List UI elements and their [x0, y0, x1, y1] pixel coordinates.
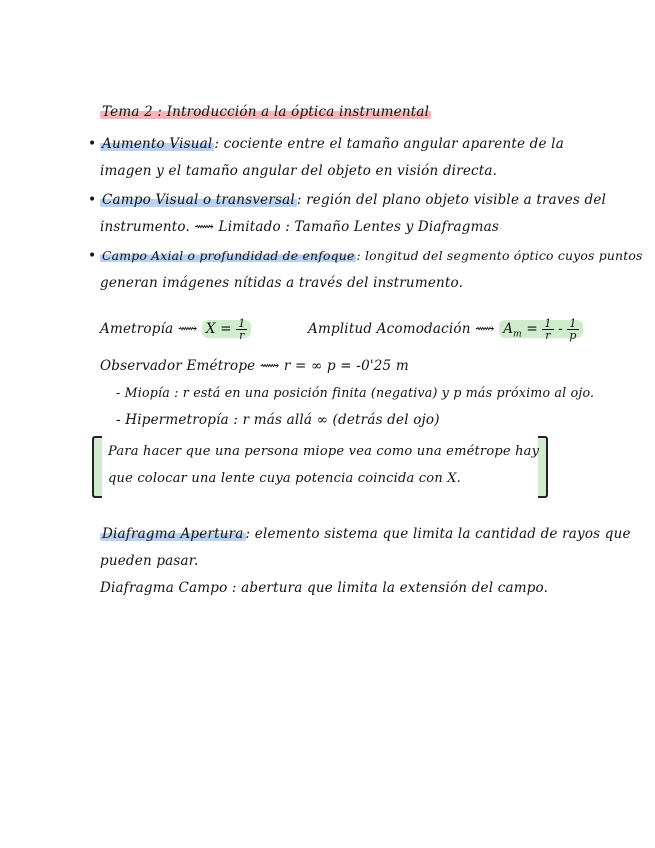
amplitud-subscript: m — [513, 329, 522, 340]
bullet-dot: • — [88, 136, 97, 152]
miopia-line: - Miopía : r está en una posición finita (negativa) y p más próximo al ojo. — [116, 385, 595, 400]
fraction-numerator: 1 — [567, 318, 578, 330]
amplitud-formula — [499, 317, 582, 342]
term-aumento-visual: Aumento Visual — [102, 136, 213, 152]
fraction-denominator: p — [569, 329, 577, 342]
amplitud-fraction-1 — [542, 318, 553, 341]
fraction-numerator: 1 — [544, 317, 552, 330]
bullet-2-line-1 — [100, 192, 606, 208]
bullet-1-text-1: : cociente entre el tamaño angular aparente de la — [214, 136, 564, 152]
ametropia-row — [100, 318, 251, 341]
right-bracket — [538, 436, 548, 498]
term-campo-axial: Campo Axial o profundidad de enfoque — [102, 248, 355, 263]
amplitud-fraction-2 — [567, 318, 578, 341]
amplitud-label: Amplitud Acomodación ⟿ — [308, 321, 495, 337]
hipermetropia-line: - Hipermetropía : r más allá ∞ (detrás del ojo) — [116, 412, 440, 428]
bullet-3-text-1: : longitud del segmento óptico cuyos puntos — [356, 248, 643, 263]
term-campo-visual: Campo Visual o transversal — [102, 192, 295, 208]
term-diafragma-apertura: Diafragma Apertura — [102, 526, 244, 542]
diafragma-apertura-line-1 — [100, 526, 631, 542]
fraction-denominator: r — [545, 329, 551, 342]
bullet-3-line-1 — [100, 248, 643, 263]
amplitud-equals: = — [526, 321, 538, 337]
amplitud-row — [308, 318, 583, 341]
amplitud-minus: - — [558, 321, 563, 337]
bullet-dot: • — [88, 248, 97, 264]
fraction-numerator: 1 — [238, 317, 246, 330]
bullet-2-line-2: instrumento. ⟿ Limitado : Tamaño Lentes y Diafragmas — [100, 219, 499, 235]
formula-fraction — [236, 318, 247, 341]
boxed-line-2: que colocar una lente cuya potencia coincida con X. — [108, 471, 462, 486]
diafragma-apertura-text: : elemento sistema que limita la cantidad de rayos que — [245, 526, 631, 542]
observador-line: Observador Emétrope ⟿ r = ∞ p = -0'25 m — [100, 358, 409, 374]
bullet-1-line-1 — [100, 136, 564, 152]
diafragma-apertura-line-2: pueden pasar. — [100, 553, 199, 569]
fraction-denominator: r — [239, 329, 245, 342]
title-text: Tema 2 : Introducción a la óptica instrumental — [102, 104, 430, 120]
bullet-dot: • — [88, 192, 97, 208]
left-bracket — [92, 436, 102, 498]
formula-lhs: X = — [205, 321, 232, 337]
boxed-line-1: Para hacer que una persona miope vea como una emétrope hay — [108, 444, 540, 459]
bullet-2-text-1: : región del plano objeto visible a traves del — [296, 192, 607, 208]
ametropia-formula — [202, 317, 252, 342]
page-title — [100, 104, 431, 120]
bullet-3-line-2: generan imágenes nítidas a través del instrumento. — [100, 275, 464, 291]
diafragma-campo-line: Diafragma Campo : abertura que limita la extensión del campo. — [100, 580, 549, 596]
bullet-1-line-2: imagen y el tamaño angular del objeto en visión directa. — [100, 163, 498, 179]
amplitud-lhs: A — [503, 321, 514, 337]
ametropia-label: Ametropía ⟿ — [100, 321, 198, 337]
